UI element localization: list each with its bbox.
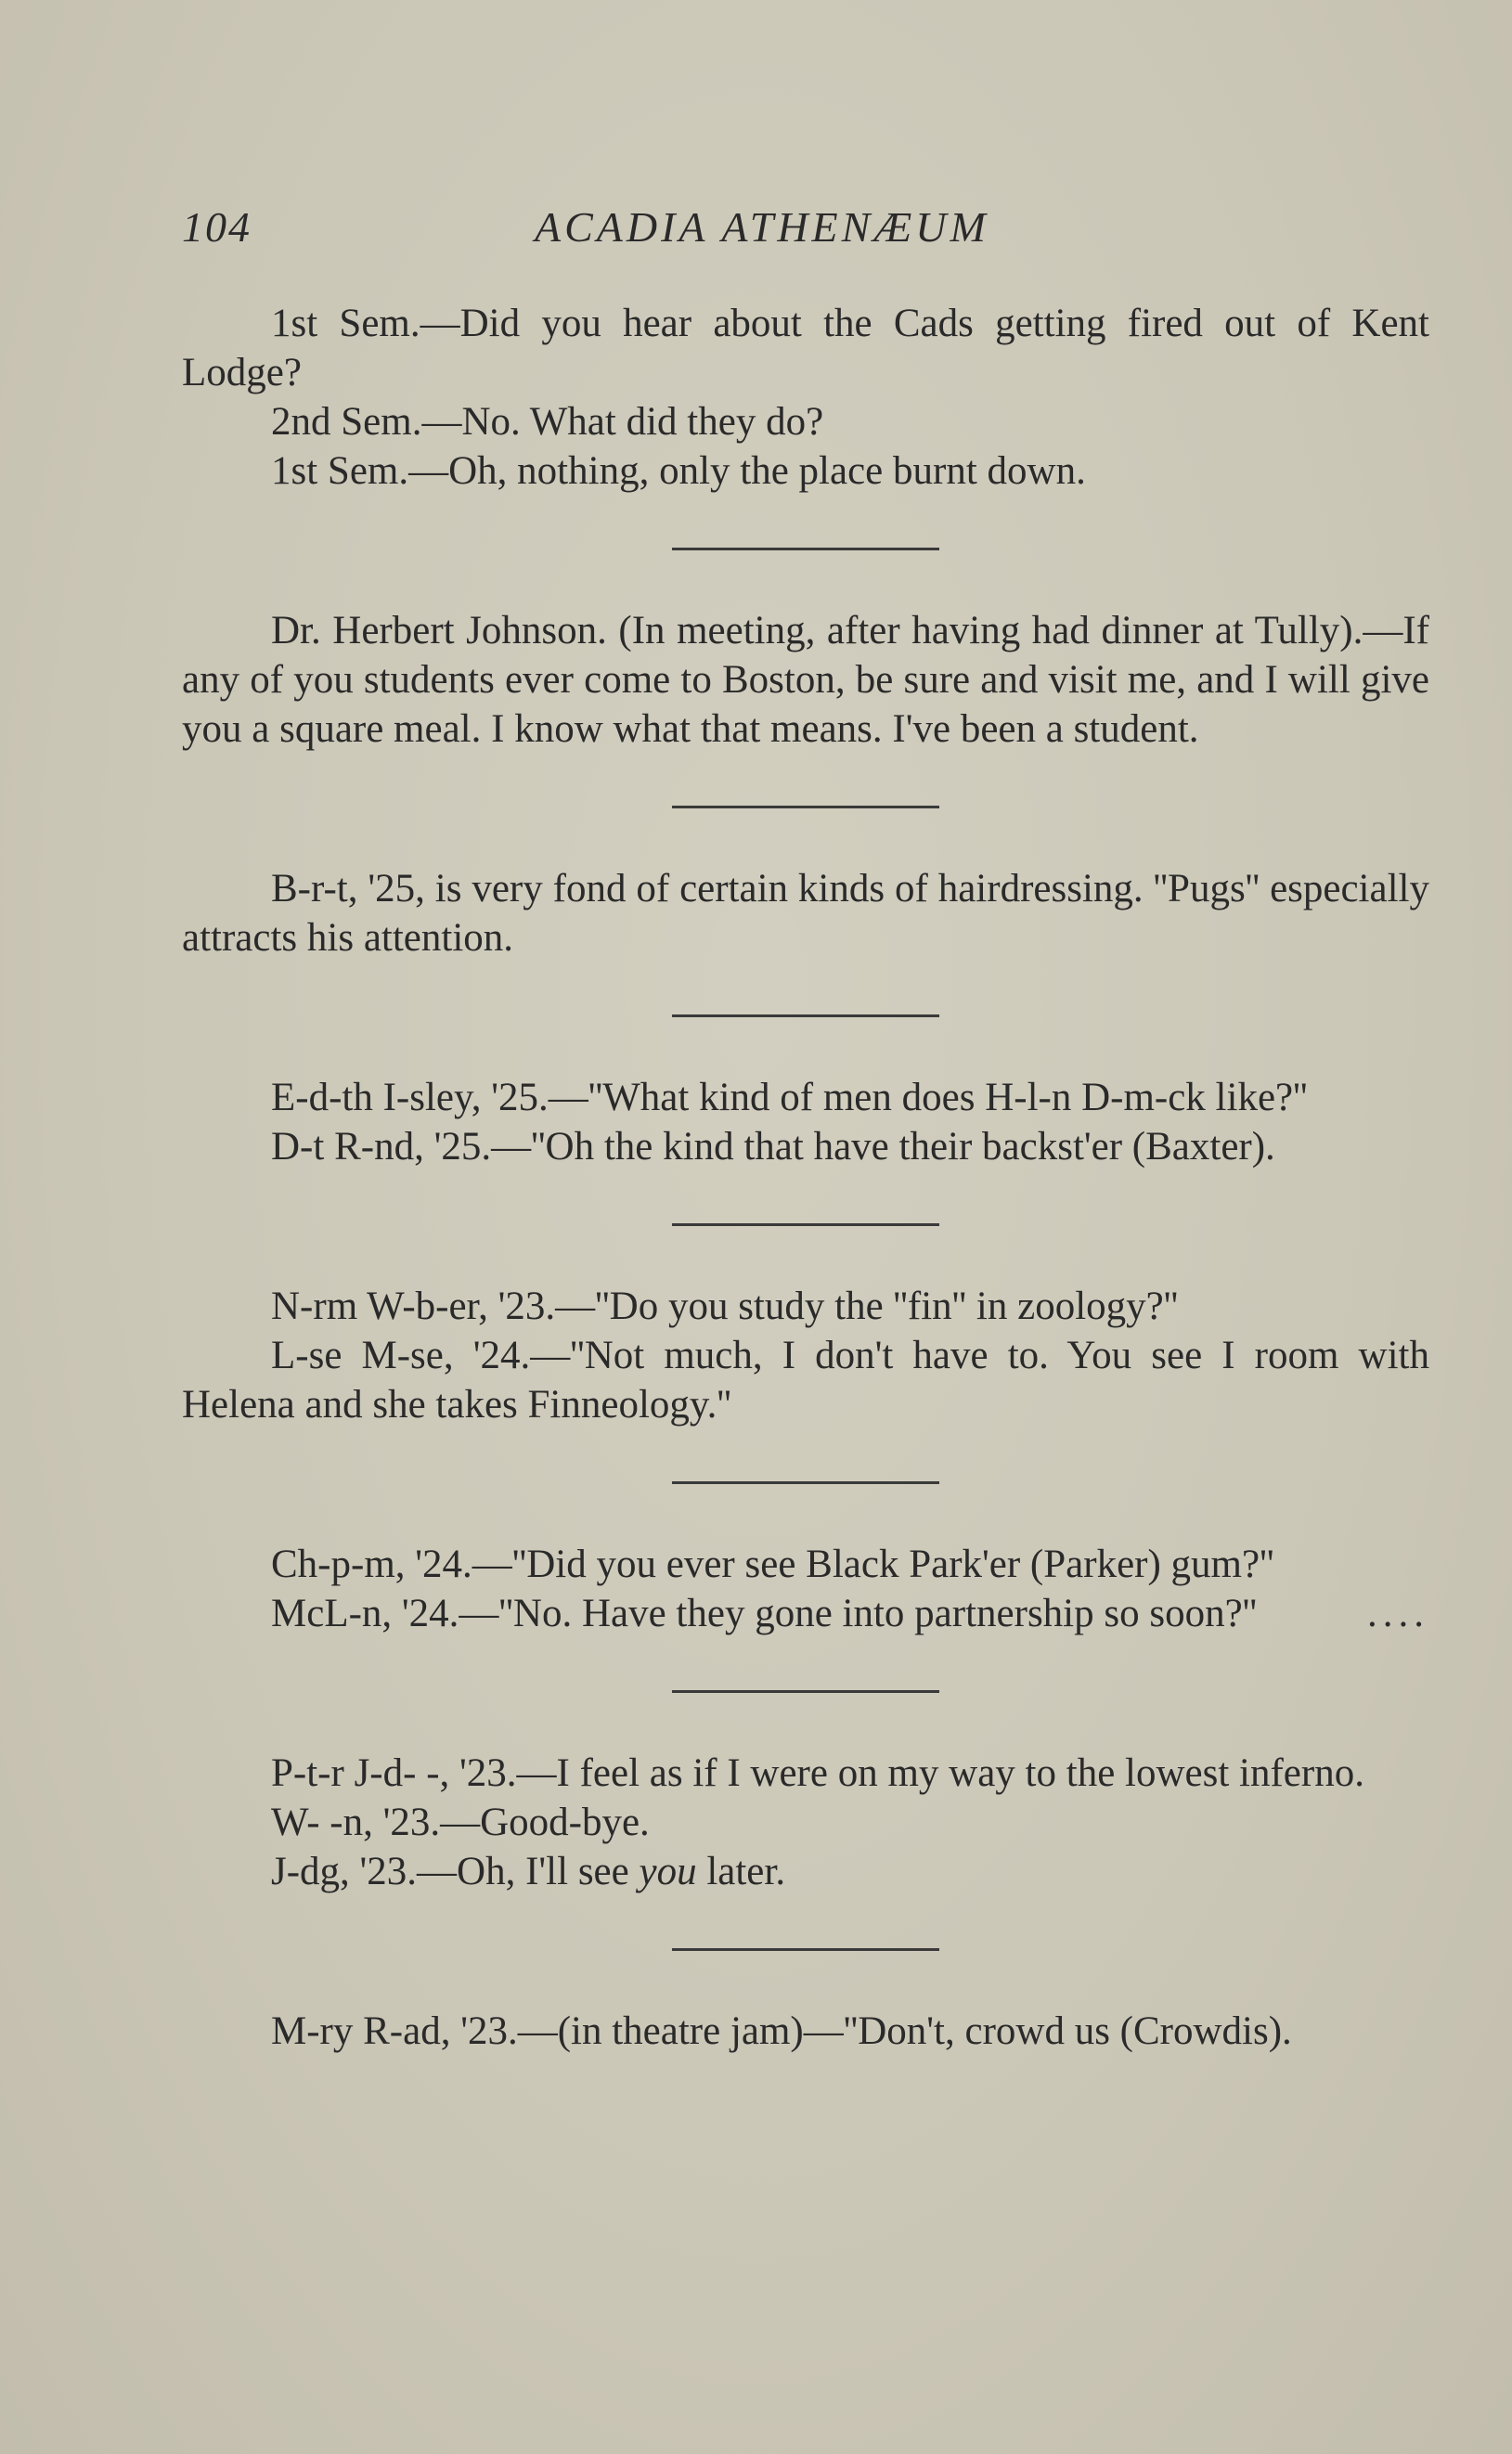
joke-line: M-ry R-ad, '23.—(in theatre jam)—''Don't, crowd us (Crowdis).: [271, 2009, 1292, 2053]
separator-rule: [672, 806, 939, 808]
joke-line: [182, 1847, 1429, 1896]
joke-line-text: J-dg, '23.—Oh, I'll see: [271, 1850, 640, 1893]
page-number: 104: [182, 203, 252, 251]
separator-rule: [672, 1481, 939, 1484]
separator-rule: [672, 1690, 939, 1693]
ellipsis-dots: ....: [1367, 1592, 1429, 1635]
joke-line: N-rm W-b-er, '23.—''Do you study the ''fin'' in zoology?'': [271, 1285, 1179, 1328]
joke-line: 1st Sem.—Oh, nothing, only the place burnt down.: [271, 449, 1086, 493]
joke-line: W- -n, '23.—Good-bye.: [271, 1801, 650, 1844]
joke-line: D-t R-nd, '25.—''Oh the kind that have their backst'er (Baxter).: [271, 1125, 1275, 1169]
joke-line: P-t-r J-d- -, '23.—I feel as if I were on my way to the lowest inferno.: [271, 1751, 1364, 1795]
separator-rule: [672, 1014, 939, 1017]
joke-line: L-se M-se, '24.—''Not much, I don't have to. You see I room with Helena and she takes Finneology.'': [182, 1334, 1429, 1427]
joke-line: E-d-th I-sley, '25.—''What kind of men does H-l-n D-m-ck like?'': [271, 1076, 1308, 1119]
joke-line: Dr. Herbert Johnson. (In meeting, after having had dinner at Tully).—If any of you students ever come to Boston, be sure and visit me, and I will give you a square meal. I know what that means. I've been a student.: [182, 609, 1429, 751]
joke-line: [182, 1589, 1429, 1638]
joke-line: Ch-p-m, '24.—''Did you ever see Black Park'er (Parker) gum?'': [271, 1543, 1274, 1586]
joke-line: 1st Sem.—Did you hear about the Cads getting fired out of Kent Lodge?: [182, 302, 1429, 394]
emphasis-text: you: [639, 1850, 697, 1893]
joke-line-text: later.: [696, 1850, 786, 1893]
page-header: [182, 202, 1077, 258]
running-head: ACADIA ATHENÆUM: [535, 203, 989, 251]
separator-rule: [672, 1223, 939, 1226]
body-text: [182, 299, 1429, 2056]
separator-rule: [672, 1948, 939, 1951]
separator-rule: [672, 548, 939, 550]
joke-line-text: McL-n, '24.—''No. Have they gone into partnership so soon?'': [271, 1592, 1258, 1635]
joke-line: B-r-t, '25, is very fond of certain kinds of hairdressing. ''Pugs'' especially attracts his attention.: [182, 867, 1429, 960]
joke-line: 2nd Sem.—No. What did they do?: [271, 400, 824, 444]
